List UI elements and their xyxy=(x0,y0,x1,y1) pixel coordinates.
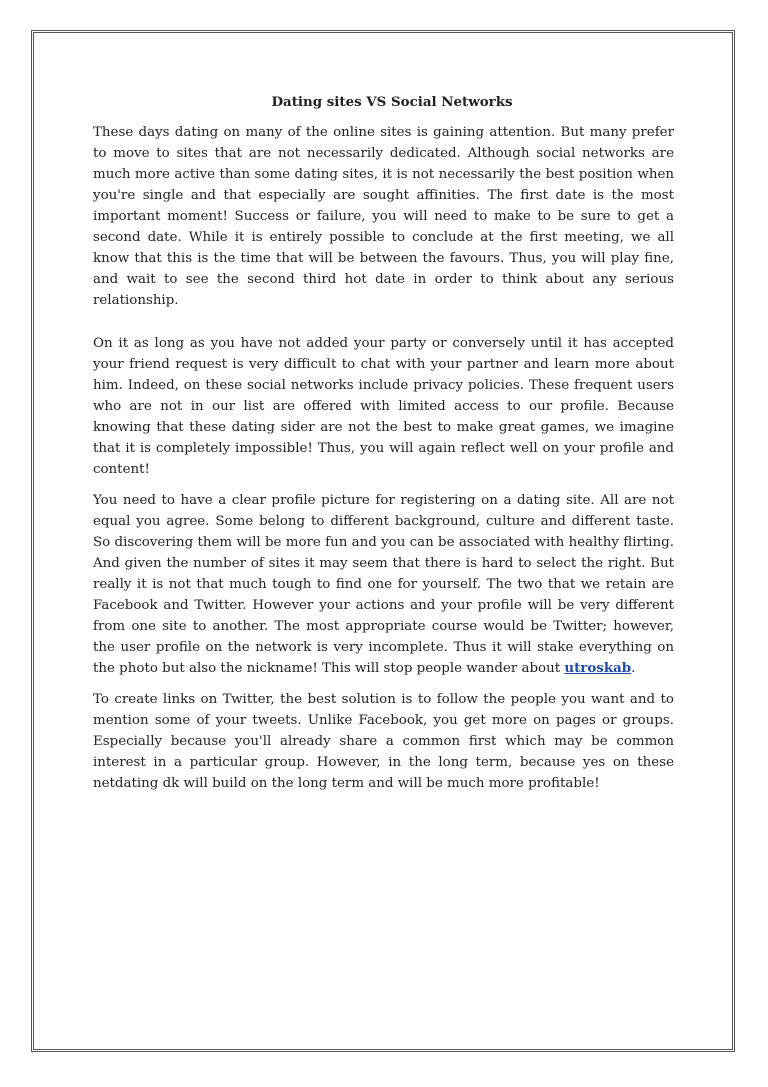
paragraph-2: On it as long as you have not added your party or conversely until it has accepted your friend request is very difficult to chat with your partner and learn more about him. Indeed, on these social networks include privacy policies. These frequent users who are not in our list are offered with limited access to our profile. Because knowing that these dating sider are not the best to make great games, we imagine that it is completely impossible! Thus, you will again reflect well on your profile and content! xyxy=(93,336,674,477)
utroskab-link[interactable]: utroskab xyxy=(564,660,632,676)
paragraph-3-text: You need to have a clear profile picture for registering on a dating site. All are not equal you agree. Some belong to different background, culture and different taste. So discovering them will be more fun and you can be associated with healthy flirting. And given the number of sites it may seem that there is hard to select the right. But really it is not that much tough to find one for yourself. The two that we retain are Facebook and Twitter. However your actions and your profile will be very different from one site to another. The most appropriate course would be Twitter; however, the user profile on the network is very incomplete. Thus it will stake everything on the photo but also the nickname! This will stop people wander about xyxy=(93,493,674,676)
paragraph-1: These days dating on many of the online sites is gaining attention. But many prefer to move to sites that are not necessarily dedicated. Although social networks are much more active than some dating sites, it is not necessarily the best position when you're single and that especially are sought affinities. The first date is the most important moment! Success or failure, you will need to make to be sure to get a second date. While it is entirely possible to conclude at the first meeting, we all know that this is the time that will be between the favours. Thus, you will play fine, and wait to see the second third hot date in order to think about any serious relationship. xyxy=(93,125,674,308)
paragraph-3 xyxy=(93,490,674,679)
paragraph-3-end: . xyxy=(631,661,636,676)
paragraph-4: To create links on Twitter, the best solution is to follow the people you want and to mention some of your tweets. Unlike Facebook, you get more on pages or groups. Especially because you'll already share a common first which may be common interest in a particular group. However, in the long term, because yes on these netdating dk will build on the long term and will be much more profitable! xyxy=(93,692,674,791)
document-body xyxy=(93,92,674,804)
document-title: Dating sites VS Social Networks xyxy=(271,94,513,110)
